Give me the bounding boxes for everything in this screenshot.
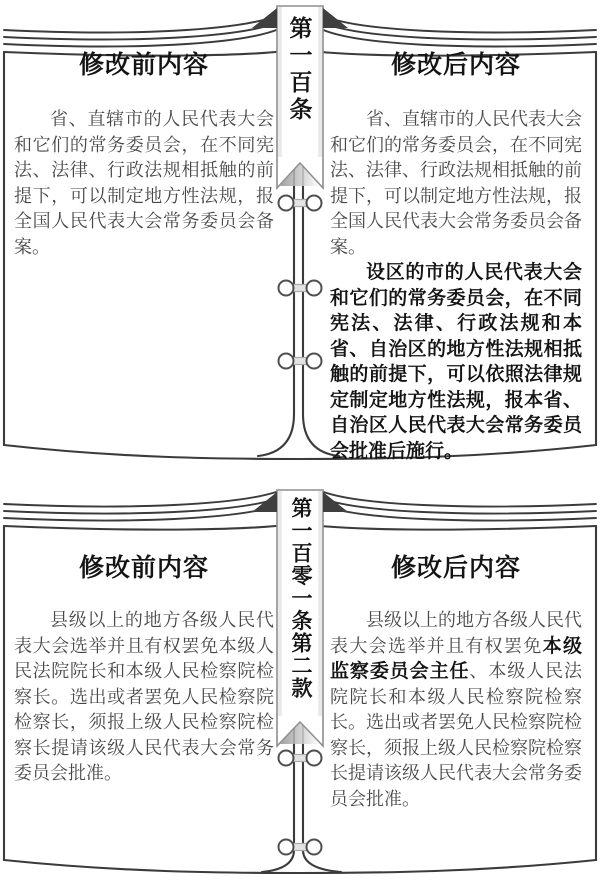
regular-text: 县级以上的地方各级人民代表大会选举并且有权罢免 (330, 610, 582, 656)
ribbon-article-label (277, 16, 323, 124)
heading-before-content: 修改前内容 (78, 51, 209, 79)
body-before-content (14, 608, 274, 787)
paragraph (330, 608, 582, 812)
ribbon-article-label (277, 497, 323, 700)
body-before-content (14, 107, 274, 260)
regular-text: 县级以上的地方各级人民代表大会选举并且有权罢免本级人民法院院长和本级人民检察院检察长。选出或者罢免人民检察院检察长，须报上级人民检察院检察长提请该级人民代表大会常务委员会批准。 (14, 610, 274, 783)
ribbon-fold-right (323, 8, 348, 28)
heading-after-content: 修改后内容 (390, 51, 521, 79)
paragraph (14, 608, 274, 787)
paragraph (330, 260, 582, 464)
binding-rings (279, 751, 322, 855)
binding-rings (279, 196, 322, 369)
heading-after-content: 修改后内容 (390, 554, 521, 582)
body-after-content (330, 608, 582, 812)
ribbon-article-label-text: 第一百零一条第二款 (289, 497, 312, 700)
book-article-101-paragraph-2 (0, 484, 600, 892)
body-after-content (330, 107, 582, 464)
heading-before-content: 修改前内容 (78, 554, 209, 582)
regular-text: 省、直辖市的人民代表大会和它们的常务委员会，在不同宪法、法律、行政法规相抵触的前提下，可以制定地方性法规，报全国人民代表大会常务委员会备案。 (14, 109, 274, 257)
emphasized-text: 设区的市的人民代表大会和它们的常务委员会，在不同宪法、法律、行政法规和本省、自治区的地方性法规相抵触的前提下，可以依照法律规定制定地方性法规，报本省、自治区人民代表大会常务委员会批准后施行。 (330, 262, 582, 462)
ribbon-article-label-text: 第一百条 (286, 16, 313, 124)
regular-text: 、本级人民法院院长和本级人民检察院检察长。选出或者罢免人民检察院检察长，须报上级人民检察院检察长提请该级人民代表大会常务委员会批准。 (330, 661, 582, 809)
regular-text: 省、直辖市的人民代表大会和它们的常务委员会，在不同宪法、法律、行政法规相抵触的前提下，可以制定地方性法规，报全国人民代表大会常务委员会备案。 (330, 109, 582, 257)
ribbon-fold-left (252, 8, 277, 28)
paragraph (14, 107, 274, 260)
emphasized-text: 本级监察委员会主任 (330, 635, 582, 682)
paragraph (330, 107, 582, 260)
